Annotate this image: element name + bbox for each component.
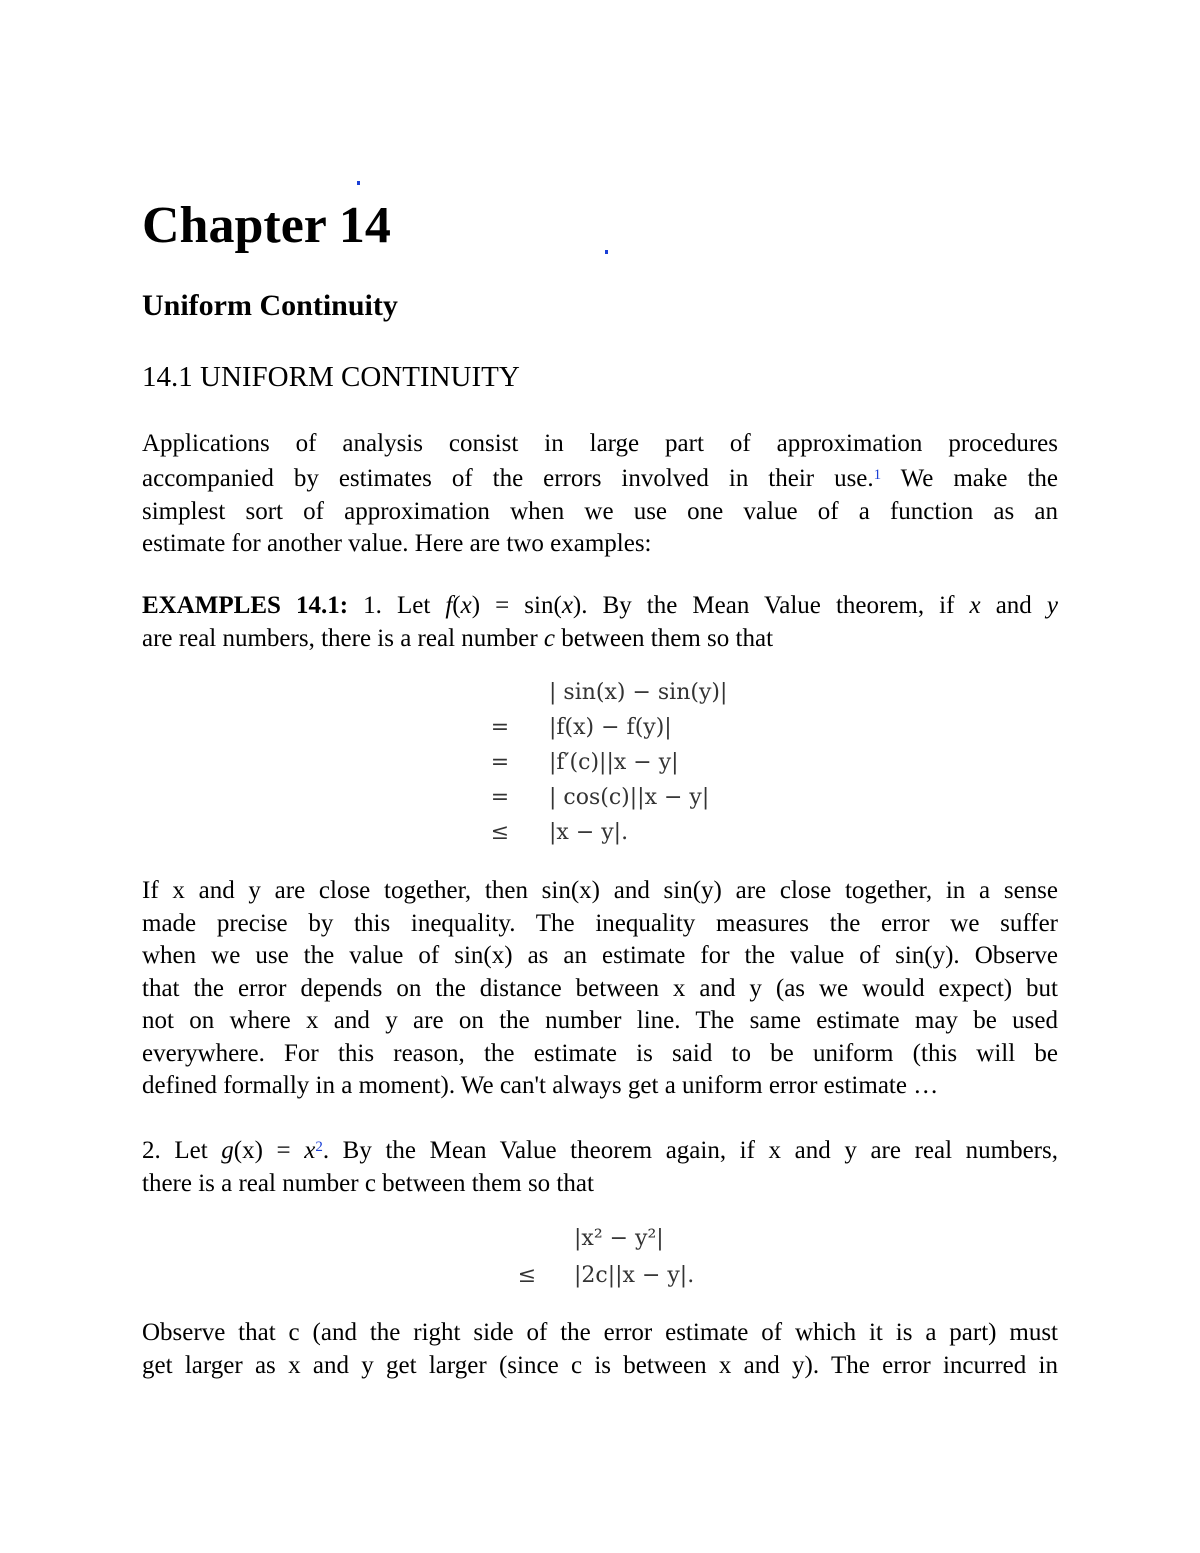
explanation-line: that the error depends on the distance between x and y (as we would expect) but [142,974,1058,1002]
explanation-paragraph [142,875,1058,1103]
equation-line [485,676,785,710]
explanation-line: not on where x and y are on the number line. The same estimate may be used [142,1007,1058,1034]
observation-line: get larger as x and y get larger (since c is between x and y). The error incurred in [142,1351,1058,1379]
equation-line [485,781,785,815]
equation-expression: |x − y|. [549,820,629,845]
example-1-paragraph [142,590,1058,655]
explanation-line: when we use the value of sin(x) as an estimate for the value of sin(y). Observe [142,942,1058,969]
equation-line [485,711,785,745]
equation-expression: |f(x) − f(y)| [549,715,672,740]
equation-block-1 [485,676,785,856]
intro-line: accompanied by estimates of the errors involved in their use.$^1$ We make the [142,464,1058,492]
example-2-line: 2. Let $g(x) = x^2$. By the Mean Value theorem again, if x and y are real numbers, [142,1137,1058,1164]
blue-mark-dot [357,181,360,185]
examples-label: EXAMPLES 14.1: [142,592,349,619]
equation-line [485,746,785,780]
chapter-title: Chapter 14 [142,197,391,254]
blue-mark-dot [605,250,608,254]
example-1-line: are real numbers, there is a real number c between them so that [142,624,774,652]
intro-paragraph [142,428,1058,561]
chapter-name: Uniform Continuity [142,289,398,322]
equation-expression: |x² − y²| [574,1226,664,1251]
equation-relation: ≤ [490,820,510,845]
superscript-two: 2 [315,1139,323,1156]
equation-expression: | sin(x) − sin(y)| [549,680,728,705]
intro-line: simplest sort of approximation when we use one value of a function as an [142,497,1058,525]
observation-paragraph [142,1317,1058,1382]
equation-expression: |2c||x − y|. [574,1263,695,1288]
equation-relation: = [490,715,510,740]
explanation-line: everywhere. For this reason, the estimate is said to be uniform (this will be [142,1039,1058,1067]
intro-line: Applications of analysis consist in large part of approximation procedures [142,430,1058,457]
explanation-line: made precise by this inequality. The inequality measures the error we suffer [142,909,1058,937]
section-heading: 14.1 UNIFORM CONTINUITY [142,361,520,393]
explanation-line: If x and y are close together, then sin(x) and sin(y) are close together, in a sense [142,877,1058,904]
intro-line: estimate for another value. Here are two examples: [142,530,652,557]
equation-expression: |f′(c)||x − y| [549,750,679,775]
equation-line [485,816,785,850]
example-2-line: there is a real number c between them so that [142,1169,594,1197]
equation-block-2 [512,1222,772,1294]
equation-relation: = [490,750,510,775]
example-1-line: EXAMPLES 14.1: 1. Let f(x) = sin(x). By the Mean Value theorem, if x and y [142,592,1058,619]
equation-relation: ≤ [517,1263,537,1288]
explanation-line: defined formally in a moment). We can't always get a uniform error estimate … [142,1072,939,1099]
equation-line [512,1259,772,1293]
example-2-paragraph [142,1135,1058,1200]
footnote-ref[interactable]: 1 [873,466,882,483]
equation-expression: | cos(c)||x − y| [549,785,710,810]
observation-line: Observe that c (and the right side of the error estimate of which it is a part) must [142,1319,1058,1346]
equation-relation: = [490,785,510,810]
equation-line [512,1222,772,1256]
